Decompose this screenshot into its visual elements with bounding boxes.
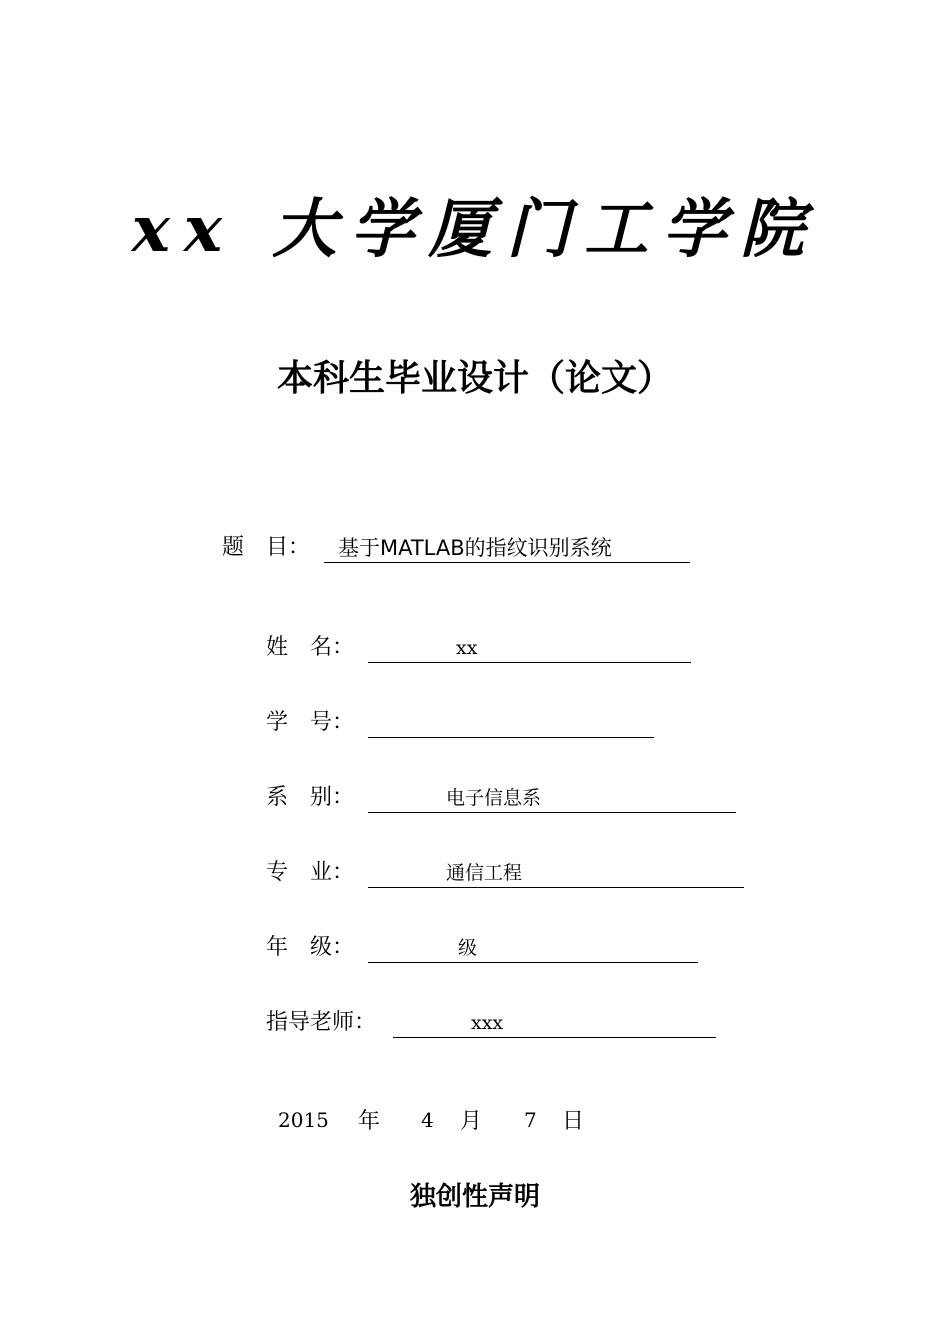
topic-value: 基于MATLAB的指纹识别系统 — [338, 536, 612, 560]
date-line — [278, 1104, 608, 1138]
major-label: 专 业： — [266, 860, 355, 885]
advisor-value: xxx — [471, 1012, 504, 1034]
advisor-row — [266, 1007, 726, 1039]
student-id-row — [266, 707, 666, 739]
department-label: 系 别： — [266, 785, 355, 810]
grade-label: 年 级： — [266, 935, 355, 960]
department-row — [266, 782, 746, 814]
advisor-label: 指导老师： — [266, 1010, 377, 1035]
topic-row — [222, 532, 702, 564]
name-label: 姓 名： — [266, 635, 355, 660]
grade-value: 级 — [458, 937, 478, 959]
university-name: xx 大学厦门工学院 — [131, 192, 819, 267]
declaration-title: 独创性声明 — [409, 1182, 540, 1212]
date-year-label: 年 — [358, 1109, 381, 1134]
grade-field — [368, 932, 698, 963]
student-id-label: 学 号： — [266, 710, 355, 735]
student-id-field — [368, 707, 654, 738]
major-row — [266, 857, 756, 889]
date-day-label: 日 — [562, 1109, 585, 1134]
date-month-label: 月 — [460, 1109, 483, 1134]
department-field — [368, 782, 736, 813]
advisor-field — [393, 1007, 716, 1038]
grade-row — [266, 932, 706, 964]
name-row — [266, 632, 696, 664]
topic-field — [324, 532, 690, 563]
major-value: 通信工程 — [446, 862, 523, 884]
topic-label: 题 目： — [222, 535, 311, 560]
document-subtitle: 本科生毕业设计（论文） — [276, 358, 673, 399]
department-value: 电子信息系 — [446, 787, 542, 809]
date-month: 4 — [421, 1108, 434, 1132]
name-value: xx — [456, 637, 478, 659]
major-field — [368, 857, 744, 888]
name-field — [368, 632, 691, 663]
date-day: 7 — [524, 1108, 537, 1132]
date-year: 2015 — [278, 1108, 329, 1132]
